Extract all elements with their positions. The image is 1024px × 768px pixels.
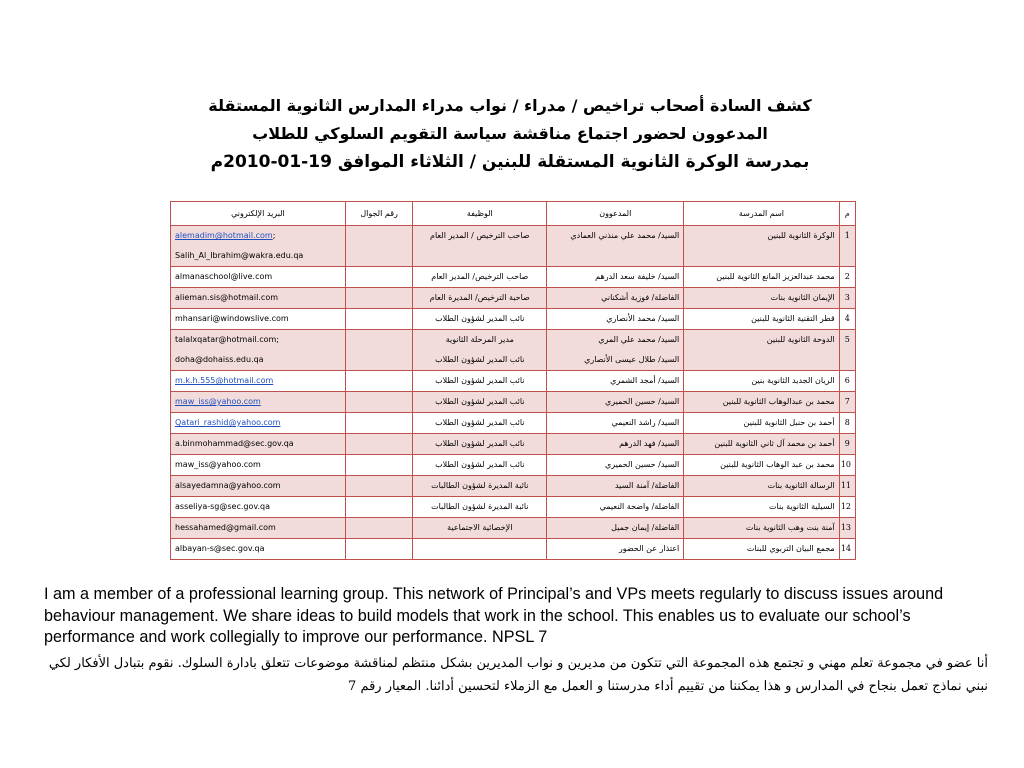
table-row: [171, 392, 856, 413]
mobile-cell: [345, 267, 412, 288]
school-name-cell-text: الرسالة الثانوية بنات: [767, 481, 835, 490]
english-paragraph: I am a member of a professional learning group. This network of Principal’s and VPs meets regularly to discuss issues around behaviour management. We share ideas to build models that work in the school. This enables us to evaluate our school’s performance and work collegially to improve our performance. NPSL 7: [44, 585, 944, 646]
invitee-cell-text: الفاضلة/ واضحة النعيمي: [599, 502, 680, 511]
table-row: [171, 267, 856, 288]
school-name-cell-text: أحمد بن محمد آل ثاني الثانوية للبنين: [714, 439, 835, 448]
row-number-text: 5: [844, 335, 850, 344]
invitee-cell-text: السيد/ أمجد الشمري: [610, 376, 680, 385]
mobile-cell: [345, 497, 412, 518]
school-name-cell-text: الدوحة الثانوية للبنين: [766, 335, 835, 344]
email-link[interactable]: Qatari_rashid@yahoo.com: [175, 418, 281, 427]
invitee-cell-text: الفاضلة/ فوزية أشكناني: [601, 293, 680, 302]
row-number: [839, 288, 855, 309]
row-number-text: 11: [840, 481, 851, 490]
invitee-cell: [547, 455, 684, 476]
row-number: [839, 455, 855, 476]
invitee-cell: [547, 518, 684, 539]
row-number: [839, 413, 855, 434]
table-row: [171, 309, 856, 330]
table-row: [171, 330, 856, 371]
job-title-cell: [413, 267, 547, 288]
email-text: maw_iss@yahoo.com: [175, 460, 261, 469]
title-line-1: كشف السادة أصحاب تراخيص / مدراء / نواب مدراء المدارس الثانوية المستقلة: [208, 96, 812, 115]
invitee-cell: [547, 330, 684, 371]
mobile-cell: [345, 226, 412, 267]
invitee-cell-text: السيد/ خليفة سعد الدرهم: [595, 272, 680, 281]
arabic-paragraph: أنا عضو في مجموعة تعلم مهني و تجتمع هذه المجموعة التي تتكون من مديرين و نواب المديرين بشكل منتظم لمناقشة موضوعات تتعلق بادارة السلوك. نقوم بتبادل الأفكار لكي نبني نماذج تعمل بنجاح في المدارس و هذا يمكننا من تقييم أداء مدرستنا و العمل مع الزملاء لتحسين أدائنا. المعيار رقم 7: [48, 656, 988, 694]
school-name-cell-text: محمد بن عبدالوهاب الثانوية للبنين: [722, 397, 835, 406]
job-title-cell-text: صاحب الترخيص/ المدير العام: [431, 272, 529, 281]
table-header-row: [171, 202, 856, 226]
school-name-cell: [684, 476, 839, 497]
row-number-text: 6: [844, 376, 850, 385]
school-name-cell: [684, 309, 839, 330]
job-title-cell-text: نائب المدير لشؤون الطلاب: [435, 376, 525, 385]
email-link[interactable]: alemadim@hotmail.com: [175, 231, 273, 240]
row-number: [839, 518, 855, 539]
school-name-cell-text: أحمد بن حنبل الثانوية للبنين: [743, 418, 835, 427]
invitee-cell-text: السيد/ حسين الحميري: [604, 397, 680, 406]
school-name-cell-text: الوكرة الثانوية للبنين: [767, 231, 835, 240]
email-line: [175, 476, 341, 496]
email-line: [175, 288, 341, 308]
invitee-cell-line-2: السيد/ طلال عيسى الأنصاري: [584, 355, 680, 364]
table-row: [171, 413, 856, 434]
row-number-text: 7: [844, 397, 850, 406]
title-line-2: المدعوون لحضور اجتماع مناقشة سياسة التقويم السلوكي للطلاب: [252, 124, 768, 143]
table-row: [171, 371, 856, 392]
school-name-cell: [684, 392, 839, 413]
table-row: [171, 518, 856, 539]
row-number-text: 1: [844, 231, 850, 240]
email-line: [175, 497, 341, 517]
row-number-text: 3: [844, 293, 850, 302]
row-number-text: 14: [840, 544, 851, 553]
job-title-cell-text: نائب المدير لشؤون الطلاب: [435, 439, 525, 448]
job-title-cell: [413, 434, 547, 455]
invitee-cell-text: السيد/ محمد علي المري: [598, 335, 680, 344]
school-name-cell: [684, 371, 839, 392]
job-title-cell: [413, 288, 547, 309]
job-title-cell: [413, 518, 547, 539]
email-text: almanaschool@live.com: [175, 272, 273, 281]
row-number-text: 12: [840, 502, 851, 511]
invitee-cell-text: السيد/ محمد الأنصاري: [606, 314, 680, 323]
job-title-cell-text: نائبة المديرة لشؤون الطالبات: [431, 481, 529, 490]
school-name-cell: [684, 226, 839, 267]
email-cell: [171, 226, 346, 267]
email-cell: [171, 267, 346, 288]
school-name-cell: [684, 267, 839, 288]
invitee-cell-text: السيد/ فهد الدرهم: [619, 439, 680, 448]
mobile-cell: [345, 288, 412, 309]
mobile-cell: [345, 434, 412, 455]
invitee-cell-text: الفاضلة/ إيمان جميل: [611, 523, 680, 532]
school-name-cell-text: الإيمان الثانوية بنات: [770, 293, 835, 302]
school-name-cell: [684, 497, 839, 518]
email-text: asseliya-sg@sec.gov.qa: [175, 502, 271, 511]
invitee-cell: [547, 288, 684, 309]
table-row: [171, 476, 856, 497]
invitee-cell-text: السيد/ حسين الحميري: [604, 460, 680, 469]
job-title-cell-text: مدير المرحلة الثانوية: [445, 335, 514, 344]
invitee-cell: [547, 497, 684, 518]
email-line: [175, 518, 341, 538]
job-title-cell-text: نائب المدير لشؤون الطلاب: [435, 314, 525, 323]
school-name-cell-text: قطر التقنية الثانوية للبنين: [751, 314, 835, 323]
email-cell: [171, 539, 346, 560]
school-name-cell-text: مجمع البيان التربوي للبنات: [746, 544, 835, 553]
invitee-cell: [547, 226, 684, 267]
email-text-line-2: Salih_Al_Ibrahim@wakra.edu.qa: [175, 251, 304, 260]
header-mobile: رقم الجوال: [345, 202, 412, 226]
school-name-cell: [684, 434, 839, 455]
job-title-cell: [413, 497, 547, 518]
email-line: [175, 539, 341, 559]
email-cell: [171, 434, 346, 455]
job-title-cell: [413, 330, 547, 371]
invitee-cell: [547, 434, 684, 455]
invitee-cell-text: السيد/ راشد النعيمي: [611, 418, 680, 427]
job-title-cell: [413, 226, 547, 267]
email-cell: [171, 497, 346, 518]
email-line: [175, 309, 341, 329]
school-name-cell-text: آمنة بنت وهب الثانوية بنات: [745, 523, 835, 532]
school-name-cell: [684, 539, 839, 560]
school-name-cell-text: محمد عبدالعزيز المانع الثانوية للبنين: [716, 272, 835, 281]
job-title-cell: [413, 309, 547, 330]
email-line: [175, 330, 341, 350]
invitee-cell-text: السيد/ محمد علي منذني العمادي: [570, 231, 680, 240]
header-school: اسم المدرسة: [684, 202, 839, 226]
email-cell: [171, 518, 346, 539]
school-name-cell: [684, 330, 839, 371]
invitee-cell: [547, 371, 684, 392]
title-line-3: بمدرسة الوكرة الثانوية المستقلة للبنين / الثلاثاء الموافق 19-01-2010م: [210, 152, 810, 172]
job-title-cell: [413, 371, 547, 392]
school-name-cell: [684, 518, 839, 539]
header-job: الوظيفة: [413, 202, 547, 226]
email-line: [175, 267, 341, 287]
email-text: mhansari@windowslive.com: [175, 314, 289, 323]
email-cell: [171, 371, 346, 392]
email-cell: [171, 476, 346, 497]
invitee-cell: [547, 413, 684, 434]
row-number-text: 9: [844, 439, 850, 448]
email-link[interactable]: maw_iss@yahoo.com: [175, 397, 261, 406]
job-title-cell: [413, 539, 547, 560]
email-line: [175, 413, 341, 433]
email-text-line-2: doha@dohaiss.edu.qa: [175, 355, 264, 364]
table-row: [171, 288, 856, 309]
mobile-cell: [345, 455, 412, 476]
school-name-cell: [684, 455, 839, 476]
mobile-cell: [345, 476, 412, 497]
email-line: [175, 226, 341, 246]
row-number-text: 13: [840, 523, 851, 532]
email-text: a.binmohammad@sec.gov.qa: [175, 439, 294, 448]
row-number-text: 10: [840, 460, 851, 469]
email-text: talalxqatar@hotmail.com;: [175, 335, 279, 344]
school-name-cell-text: السيلية الثانوية بنات: [769, 502, 835, 511]
row-number: [839, 392, 855, 413]
invitee-cell: [547, 476, 684, 497]
row-number: [839, 476, 855, 497]
invitee-cell-text: الفاضلة/ آمنة السيد: [614, 481, 680, 490]
email-cell: [171, 288, 346, 309]
school-name-cell-text: الريان الجديد الثانوية بنين: [751, 376, 835, 385]
mobile-cell: [345, 539, 412, 560]
mobile-cell: [345, 392, 412, 413]
row-number: [839, 226, 855, 267]
mobile-cell: [345, 413, 412, 434]
job-title-cell-text: نائبة المديرة لشؤون الطالبات: [431, 502, 529, 511]
job-title-cell: [413, 413, 547, 434]
table-row: [171, 539, 856, 560]
invitee-cell-text: اعتذار عن الحضور: [618, 544, 680, 553]
job-title-cell: [413, 476, 547, 497]
job-title-cell: [413, 455, 547, 476]
invitees-table: [170, 201, 856, 560]
email-cell: [171, 392, 346, 413]
table-row: [171, 497, 856, 518]
row-number-text: 8: [844, 418, 850, 427]
email-line: [175, 392, 341, 412]
row-number-text: 2: [844, 272, 850, 281]
table-row: [171, 455, 856, 476]
job-title-cell-text: نائب المدير لشؤون الطلاب: [435, 418, 525, 427]
header-invitee: المدعوون: [547, 202, 684, 226]
job-title-cell-text: الإخصائية الاجتماعية: [447, 523, 513, 532]
email-text: hessahamed@gmail.com: [175, 523, 276, 532]
row-number-text: 4: [844, 314, 850, 323]
email-cell: [171, 455, 346, 476]
invitee-cell: [547, 267, 684, 288]
job-title-cell-line-2: نائب المدير لشؤون الطلاب: [435, 355, 525, 364]
row-number: [839, 330, 855, 371]
email-line: [175, 434, 341, 454]
school-name-cell-text: محمد بن عبد الوهاب الثانوية للبنين: [720, 460, 835, 469]
row-number: [839, 434, 855, 455]
email-line: [175, 371, 341, 391]
row-number: [839, 497, 855, 518]
table-row: [171, 226, 856, 267]
mobile-cell: [345, 309, 412, 330]
email-separator: ;: [272, 231, 276, 240]
email-cell: [171, 330, 346, 371]
job-title-cell-text: صاحبة الترخيص/ المديرة العام: [429, 293, 530, 302]
invitee-cell: [547, 309, 684, 330]
job-title-cell-text: نائب المدير لشؤون الطلاب: [435, 460, 525, 469]
mobile-cell: [345, 518, 412, 539]
email-cell: [171, 413, 346, 434]
school-name-cell: [684, 288, 839, 309]
email-text: alsayedamna@yahoo.com: [175, 481, 281, 490]
row-number: [839, 539, 855, 560]
header-email: البريد الإلكتروني: [171, 202, 346, 226]
email-line: [175, 455, 341, 475]
job-title-cell-text: نائب المدير لشؤون الطلاب: [435, 397, 525, 406]
document-title: [140, 92, 880, 176]
row-number: [839, 267, 855, 288]
invitee-cell: [547, 392, 684, 413]
header-num: م: [839, 202, 855, 226]
row-number: [839, 309, 855, 330]
email-text: alieman.sis@hotmail.com: [175, 293, 279, 302]
school-name-cell: [684, 413, 839, 434]
table-row: [171, 434, 856, 455]
mobile-cell: [345, 371, 412, 392]
email-text: albayan-s@sec.gov.qa: [175, 544, 265, 553]
job-title-cell-text: صاحب الترخيص / المدير العام: [430, 231, 530, 240]
email-link[interactable]: m.k.h.555@hotmail.com: [175, 376, 274, 385]
invitee-cell: [547, 539, 684, 560]
row-number: [839, 371, 855, 392]
email-cell: [171, 309, 346, 330]
mobile-cell: [345, 330, 412, 371]
job-title-cell: [413, 392, 547, 413]
